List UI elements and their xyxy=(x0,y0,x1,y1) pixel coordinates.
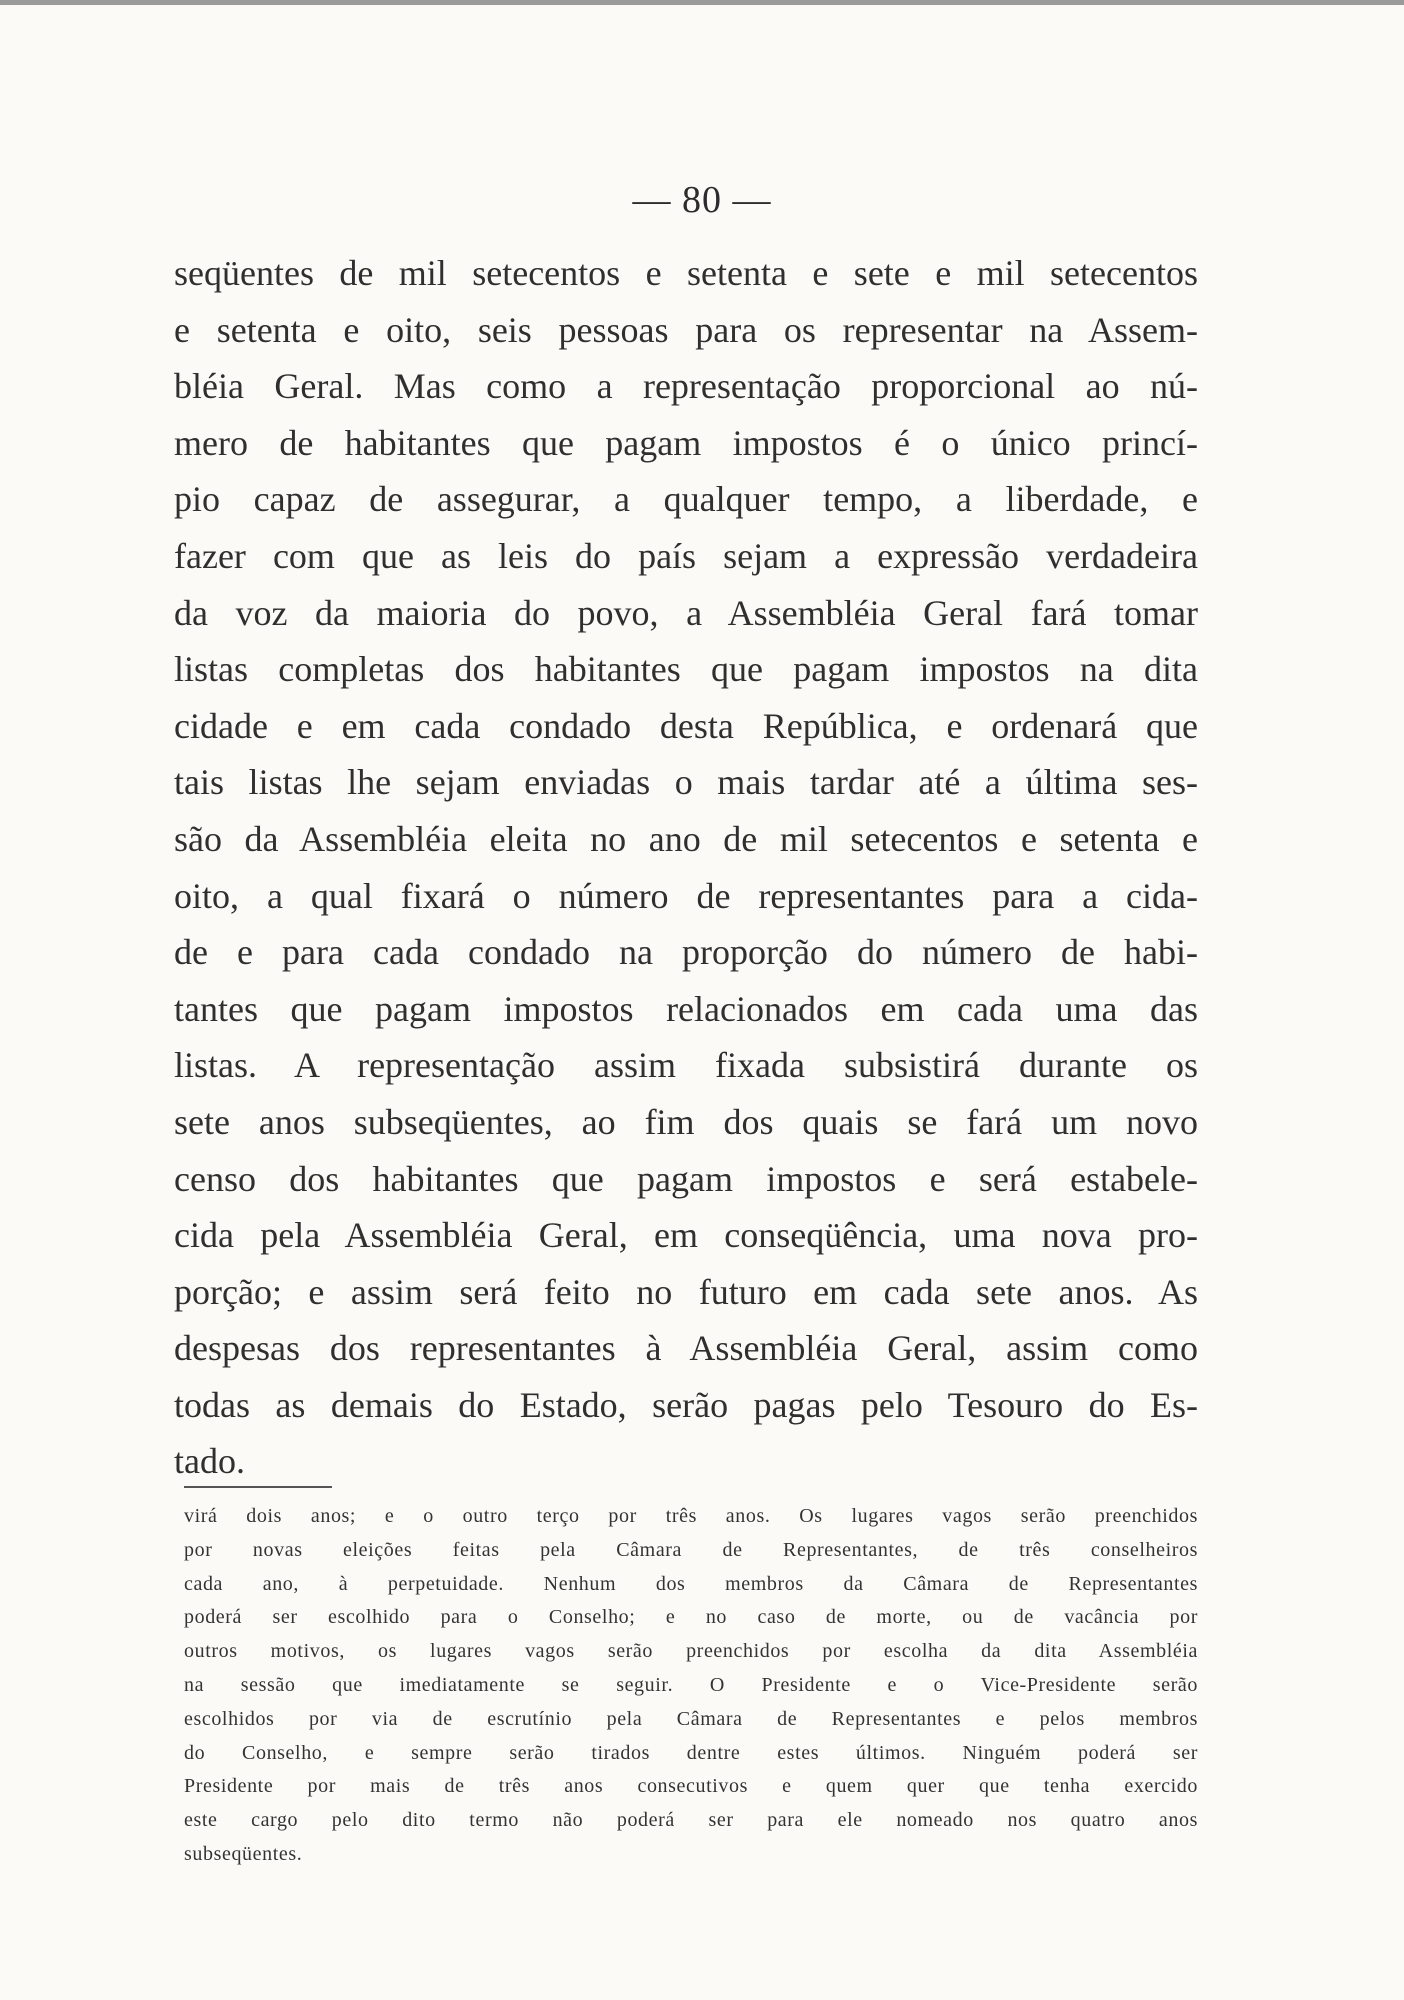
footnote-line: por novas eleições feitas pela Câmara de Representantes, de três conselheiros xyxy=(184,1538,1198,1561)
footnote-line: Presidente por mais de três anos consecutivos e quem quer que tenha exercido xyxy=(184,1775,1198,1798)
body-line: tais listas lhe sejam enviadas o mais tardar até a última ses- xyxy=(174,762,1198,803)
footnote-line: cada ano, à perpetuidade. Nenhum dos membros da Câmara de Representantes xyxy=(184,1572,1198,1595)
main-body-text xyxy=(174,245,1198,1490)
footnote-line: este cargo pelo dito termo não poderá ser para ele nomeado nos quatro anos xyxy=(184,1809,1198,1832)
body-line: mero de habitantes que pagam impostos é o único princí- xyxy=(174,422,1198,463)
body-line: de e para cada condado na proporção do número de habi- xyxy=(174,932,1198,973)
body-line: listas completas dos habitantes que pagam impostos na dita xyxy=(174,649,1198,690)
footnote-separator xyxy=(184,1486,332,1488)
scan-top-edge xyxy=(0,0,1404,5)
body-line: fazer com que as leis do país sejam a expressão verdadeira xyxy=(174,535,1198,576)
body-line: sete anos subseqüentes, ao fim dos quais se fará um novo xyxy=(174,1101,1198,1142)
body-line: porção; e assim será feito no futuro em cada sete anos. As xyxy=(174,1271,1198,1312)
body-line: todas as demais do Estado, serão pagas pelo Tesouro do Es- xyxy=(174,1384,1198,1425)
body-line: cida pela Assembléia Geral, em conseqüência, uma nova pro- xyxy=(174,1215,1198,1256)
footnote-line: do Conselho, e sempre serão tirados dentre estes últimos. Ninguém poderá ser xyxy=(184,1741,1198,1764)
body-line: oito, a qual fixará o número de representantes para a cida- xyxy=(174,875,1198,916)
footnote-line: outros motivos, os lugares vagos serão preenchidos por escolha da dita Assembléia xyxy=(184,1640,1198,1663)
footnote-line: poderá ser escolhido para o Conselho; e no caso de morte, ou de vacância por xyxy=(184,1606,1198,1629)
footnote-line: subseqüentes. xyxy=(184,1842,303,1865)
footnote-line: escolhidos por via de escrutínio pela Câmara de Representantes e pelos membros xyxy=(184,1707,1198,1730)
body-line: censo dos habitantes que pagam impostos e será estabele- xyxy=(174,1158,1198,1199)
body-line: despesas dos representantes à Assembléia Geral, assim como xyxy=(174,1328,1198,1369)
footnote-text xyxy=(184,1500,1198,1872)
body-line: tantes que pagam impostos relacionados em cada uma das xyxy=(174,988,1198,1029)
body-line: tado. xyxy=(174,1441,245,1482)
body-line: pio capaz de assegurar, a qualquer tempo, a liberdade, e xyxy=(174,479,1198,520)
body-line: são da Assembléia eleita no ano de mil setecentos e setenta e xyxy=(174,818,1198,859)
body-line: seqüentes de mil setecentos e setenta e sete e mil setecentos xyxy=(174,253,1198,293)
body-line: e setenta e oito, seis pessoas para os representar na Assem- xyxy=(174,309,1198,350)
body-line: bléia Geral. Mas como a representação proporcional ao nú- xyxy=(174,366,1198,407)
body-line: listas. A representação assim fixada subsistirá durante os xyxy=(174,1045,1198,1086)
footnote-line: virá dois anos; e o outro terço por três anos. Os lugares vagos serão preenchidos xyxy=(184,1505,1198,1527)
body-line: da voz da maioria do povo, a Assembléia Geral fará tomar xyxy=(174,592,1198,633)
footnote-line: na sessão que imediatamente se seguir. O Presidente e o Vice-Presidente serão xyxy=(184,1673,1198,1696)
page-number: — 80 — xyxy=(632,179,772,221)
body-line: cidade e em cada condado desta República, e ordenará que xyxy=(174,705,1198,746)
